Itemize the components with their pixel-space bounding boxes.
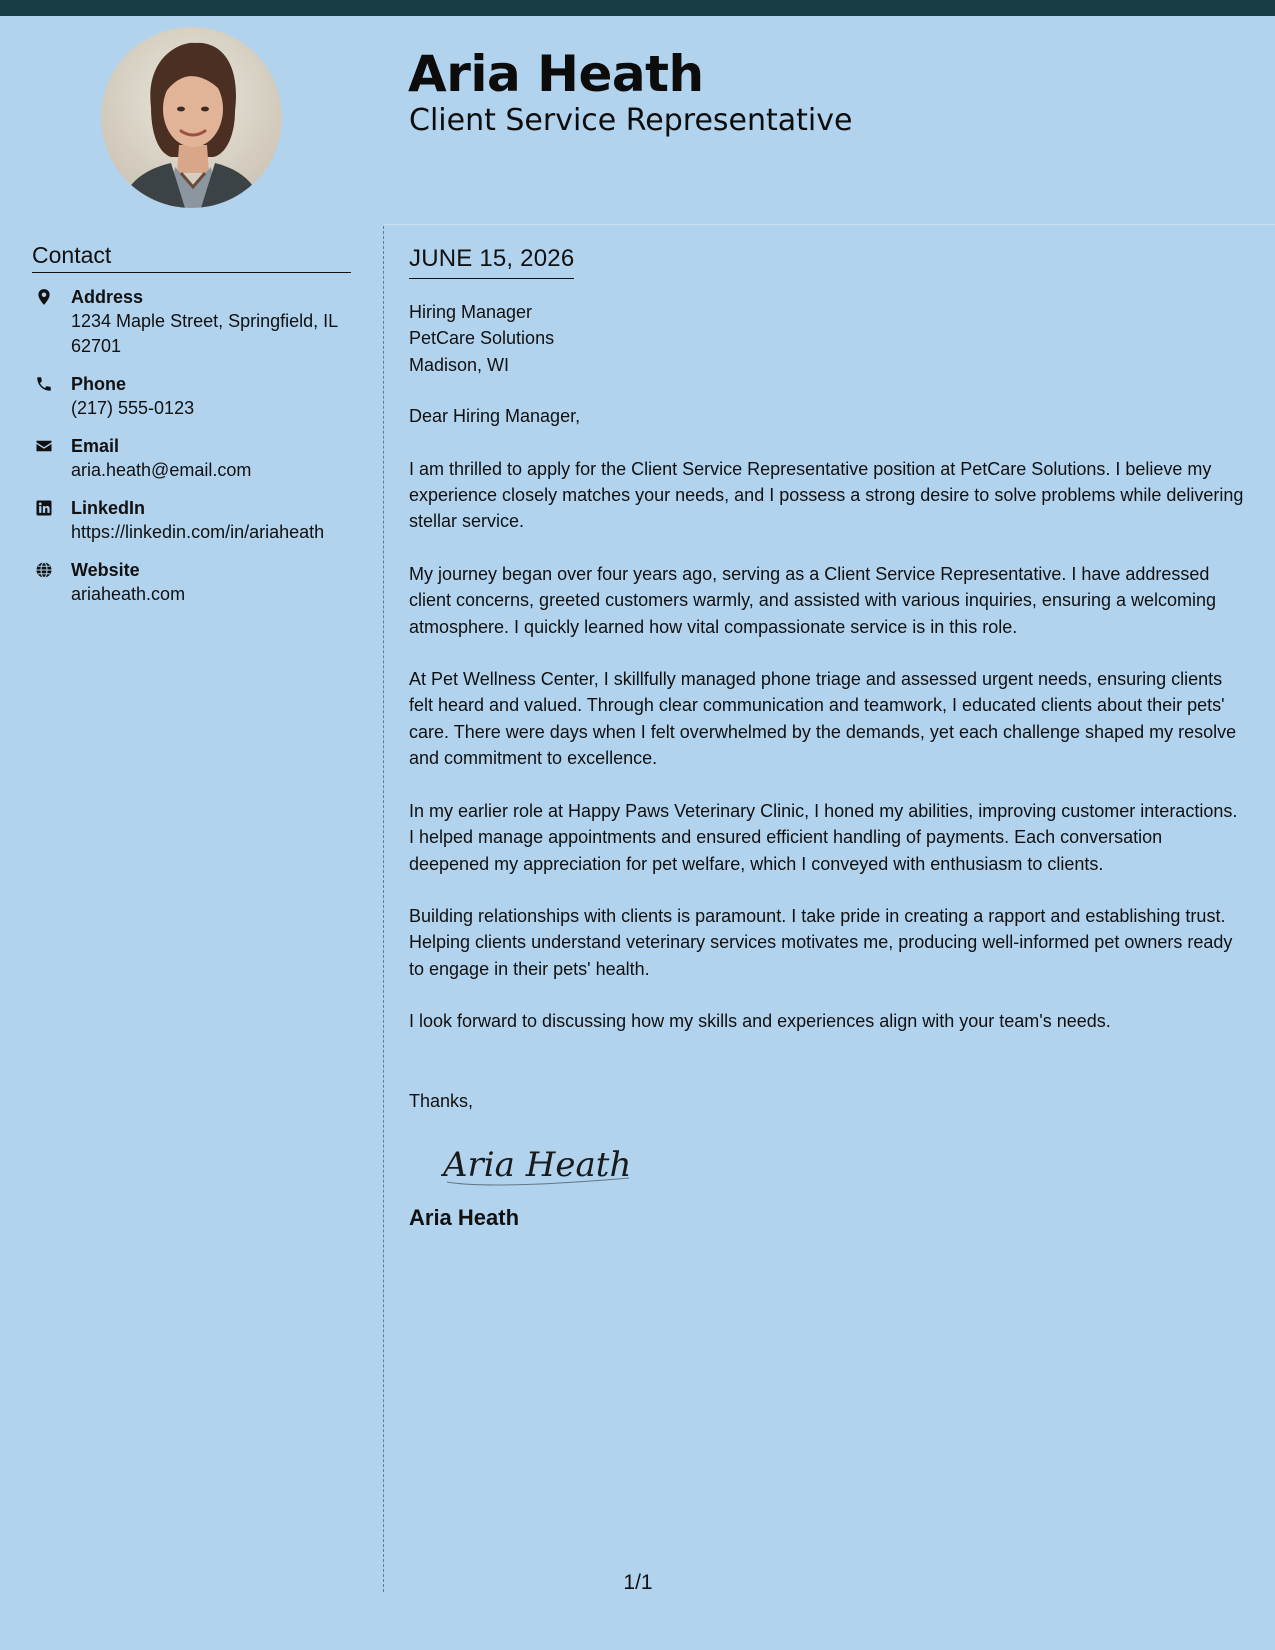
- recipient-line: PetCare Solutions: [409, 328, 555, 349]
- handwritten-signature: [441, 1134, 641, 1194]
- contact-heading: Contact: [32, 240, 351, 273]
- linkedin-value: https://linkedin.com/in/ariaheath: [71, 522, 325, 542]
- letter-paragraph: I look forward to discussing how my skills and experiences align with your team's needs.: [409, 1011, 1111, 1032]
- contact-label: Phone: [71, 374, 127, 394]
- letter-paragraph: Building relationships with clients is paramount. I take pride in creating a rapport and establishing trust. Helping clients understand veterinary services motivates me, producing well-informed pet owners ready to engage in their pets' health.: [409, 905, 1233, 979]
- signature-text: Aria Heath: [443, 1144, 632, 1185]
- signer-name: Aria Heath: [409, 1204, 520, 1230]
- linkedin-icon: [35, 499, 53, 517]
- letter-paragraph: My journey began over four years ago, serving as a Client Service Representative. I have addressed client concerns, greeted customers warmly, and assisted with various inquiries, ensuring a welcoming atmosphere. I quickly learned how vital compassionate service is in this role.: [409, 563, 1217, 637]
- contact-sidebar: [32, 240, 351, 620]
- letter-paragraph: At Pet Wellness Center, I skillfully managed phone triage and assessed urgent needs, ensuring clients felt heard and valued. Through clear communication and teamwork, I educated clients about their pets' care. There were days when I felt overwhelmed by the demands, yet each challenge shaped my resolve and commitment to excellence.: [409, 669, 1237, 769]
- contact-label: Website: [71, 560, 140, 580]
- recipient-line: Hiring Manager: [409, 302, 533, 322]
- website-value: ariaheath.com: [71, 584, 186, 604]
- letter-body: [409, 244, 1245, 1232]
- address-value: 1234 Maple Street, Springfield, IL 62701: [71, 311, 338, 356]
- contact-label: Address: [71, 287, 144, 307]
- contact-label: Email: [71, 436, 120, 456]
- phone-value: (217) 555-0123: [71, 398, 195, 418]
- closing: Thanks,: [409, 1090, 474, 1111]
- column-divider: [383, 226, 384, 1592]
- phone-icon: [35, 375, 53, 393]
- salutation: Dear Hiring Manager,: [409, 406, 581, 427]
- letter-paragraph: I am thrilled to apply for the Client Service Representative position at PetCare Solutions. I believe my experience closely matches your needs, and I possess a strong desire to solve problems while delivering stellar service.: [409, 458, 1244, 532]
- contact-item-linkedin: [32, 496, 351, 545]
- page-number: 1/1: [623, 1571, 653, 1594]
- recipient-line: Madison, WI: [409, 354, 510, 375]
- letter-paragraph: In my earlier role at Happy Paws Veterinary Clinic, I honed my abilities, improving customer interactions. I helped manage appointments and ensured efficient handling of payments. Each conversation deepened my appreciation for pet welfare, which I conveyed with enthusiasm to clients.: [409, 800, 1238, 874]
- globe-icon: [35, 561, 53, 579]
- header-divider: [384, 224, 1275, 225]
- contact-item-phone: [32, 372, 351, 421]
- envelope-icon: [35, 437, 53, 455]
- contact-item-address: [32, 285, 351, 359]
- profile-photo: [101, 27, 282, 208]
- map-pin-icon: [35, 288, 53, 306]
- contact-item-website: [32, 558, 351, 607]
- contact-item-email: [32, 434, 351, 483]
- applicant-job-title: Client Service Representative: [409, 103, 853, 138]
- top-accent-bar: [0, 0, 1275, 16]
- contact-list: [32, 285, 351, 607]
- letter-date: JUNE 15, 2026: [409, 244, 574, 279]
- recipient-block: [409, 299, 1245, 378]
- email-value: aria.heath@email.com: [71, 460, 252, 480]
- applicant-name: Aria Heath: [408, 45, 704, 103]
- contact-label: LinkedIn: [71, 498, 146, 518]
